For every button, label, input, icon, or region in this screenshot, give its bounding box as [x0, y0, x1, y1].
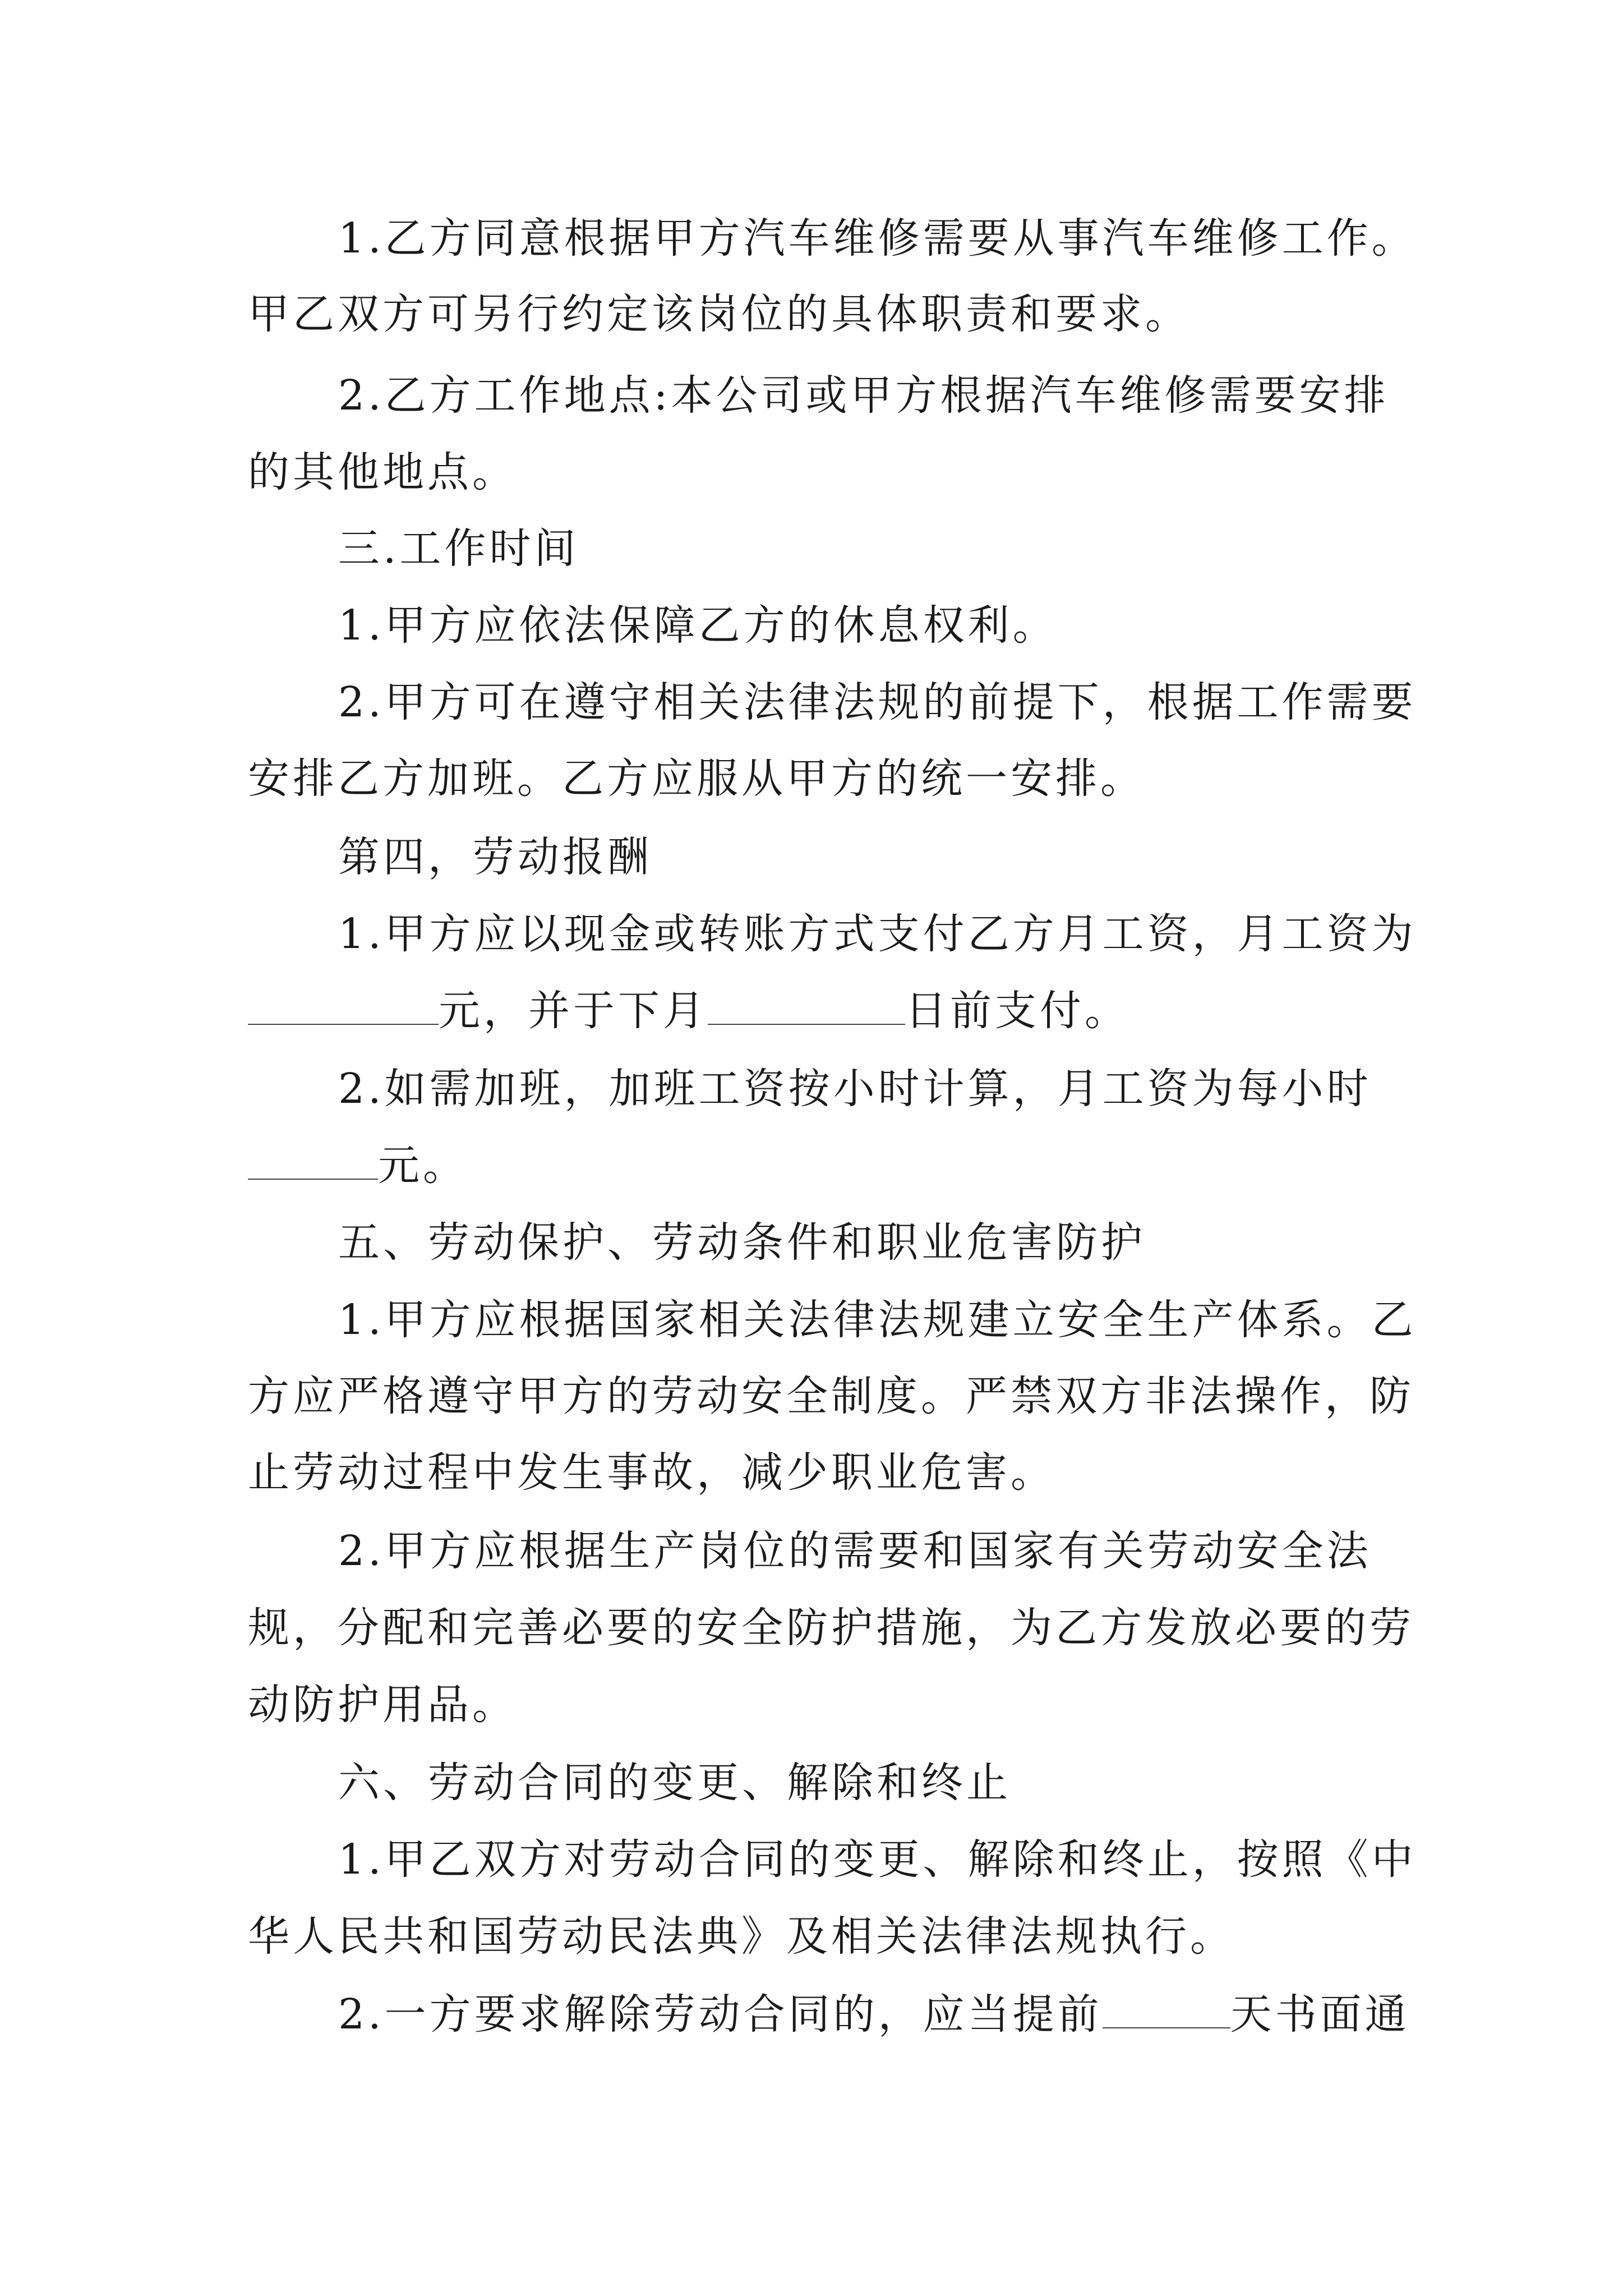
paragraph-line: 1.乙方同意根据甲方汽车维修需要从事汽车维修工作。: [338, 214, 1417, 263]
line-text: 天书面通: [1230, 1990, 1410, 2039]
paragraph-line: 甲乙双方可另行约定该岗位的具体职责和要求。: [248, 290, 1190, 338]
paragraph-line: 华人民共和国劳动民法典》及相关法律法规执行。: [248, 1912, 1235, 1961]
paragraph-line: 安排乙方加班。乙方应服从甲方的统一安排。: [248, 754, 1145, 803]
blank-field-salary: [248, 989, 439, 1025]
blank-field-payday: [708, 989, 905, 1025]
line-text: 2.一方要求解除劳动合同的，应当提前: [338, 1990, 1103, 2039]
paragraph-line: 止劳动过程中发生事故，减少职业危害。: [248, 1448, 1055, 1497]
blank-field-hourly: [248, 1144, 378, 1180]
blank-field-notice-days: [1103, 1993, 1230, 2028]
section-heading: 五、劳动保护、劳动条件和职业危害防护: [338, 1218, 1146, 1267]
paragraph-line-with-blanks: [248, 1140, 468, 1191]
paragraph-line: 1.甲方应以现金或转账方式支付乙方月工资，月工资为: [338, 910, 1417, 958]
paragraph-line-with-blanks: [338, 1989, 1410, 2040]
paragraph-line: 2.甲方应根据生产岗位的需要和国家有关劳动安全法: [338, 1527, 1372, 1575]
paragraph-line: 方应严格遵守甲方的劳动安全制度。严禁双方非法操作，防: [248, 1372, 1414, 1420]
section-heading: 第四，劳动报酬: [338, 833, 652, 881]
section-heading: 六、劳动合同的变更、解除和终止: [338, 1759, 1011, 1807]
line-text: 日前支付。: [905, 987, 1129, 1035]
paragraph-line: 的其他地点。: [248, 448, 517, 496]
paragraph-line: 2.甲方可在遵守相关法律法规的前提下，根据工作需要: [338, 678, 1417, 726]
paragraph-line: 1.甲方应依法保障乙方的休息权利。: [338, 601, 1058, 650]
paragraph-line: 动防护用品。: [248, 1681, 517, 1729]
paragraph-line-with-blanks: [248, 986, 1129, 1036]
paragraph-line: 1.甲方应根据国家相关法律法规建立安全生产体系。乙: [338, 1296, 1417, 1344]
paragraph-line: 2.乙方工作地点:本公司或甲方根据汽车维修需要安排: [338, 371, 1389, 420]
paragraph-line: 1.甲乙双方对劳动合同的变更、解除和终止，按照《中: [338, 1835, 1417, 1884]
paragraph-line: 规，分配和完善必要的安全防护措施，为乙方发放必要的劳: [248, 1604, 1414, 1652]
line-text: 元，并于下月: [439, 987, 708, 1035]
section-heading: 三.工作时间: [338, 524, 579, 573]
line-text: 元。: [378, 1142, 468, 1190]
paragraph-line: 2.如需加班，加班工资按小时计算，月工资为每小时: [338, 1065, 1372, 1113]
